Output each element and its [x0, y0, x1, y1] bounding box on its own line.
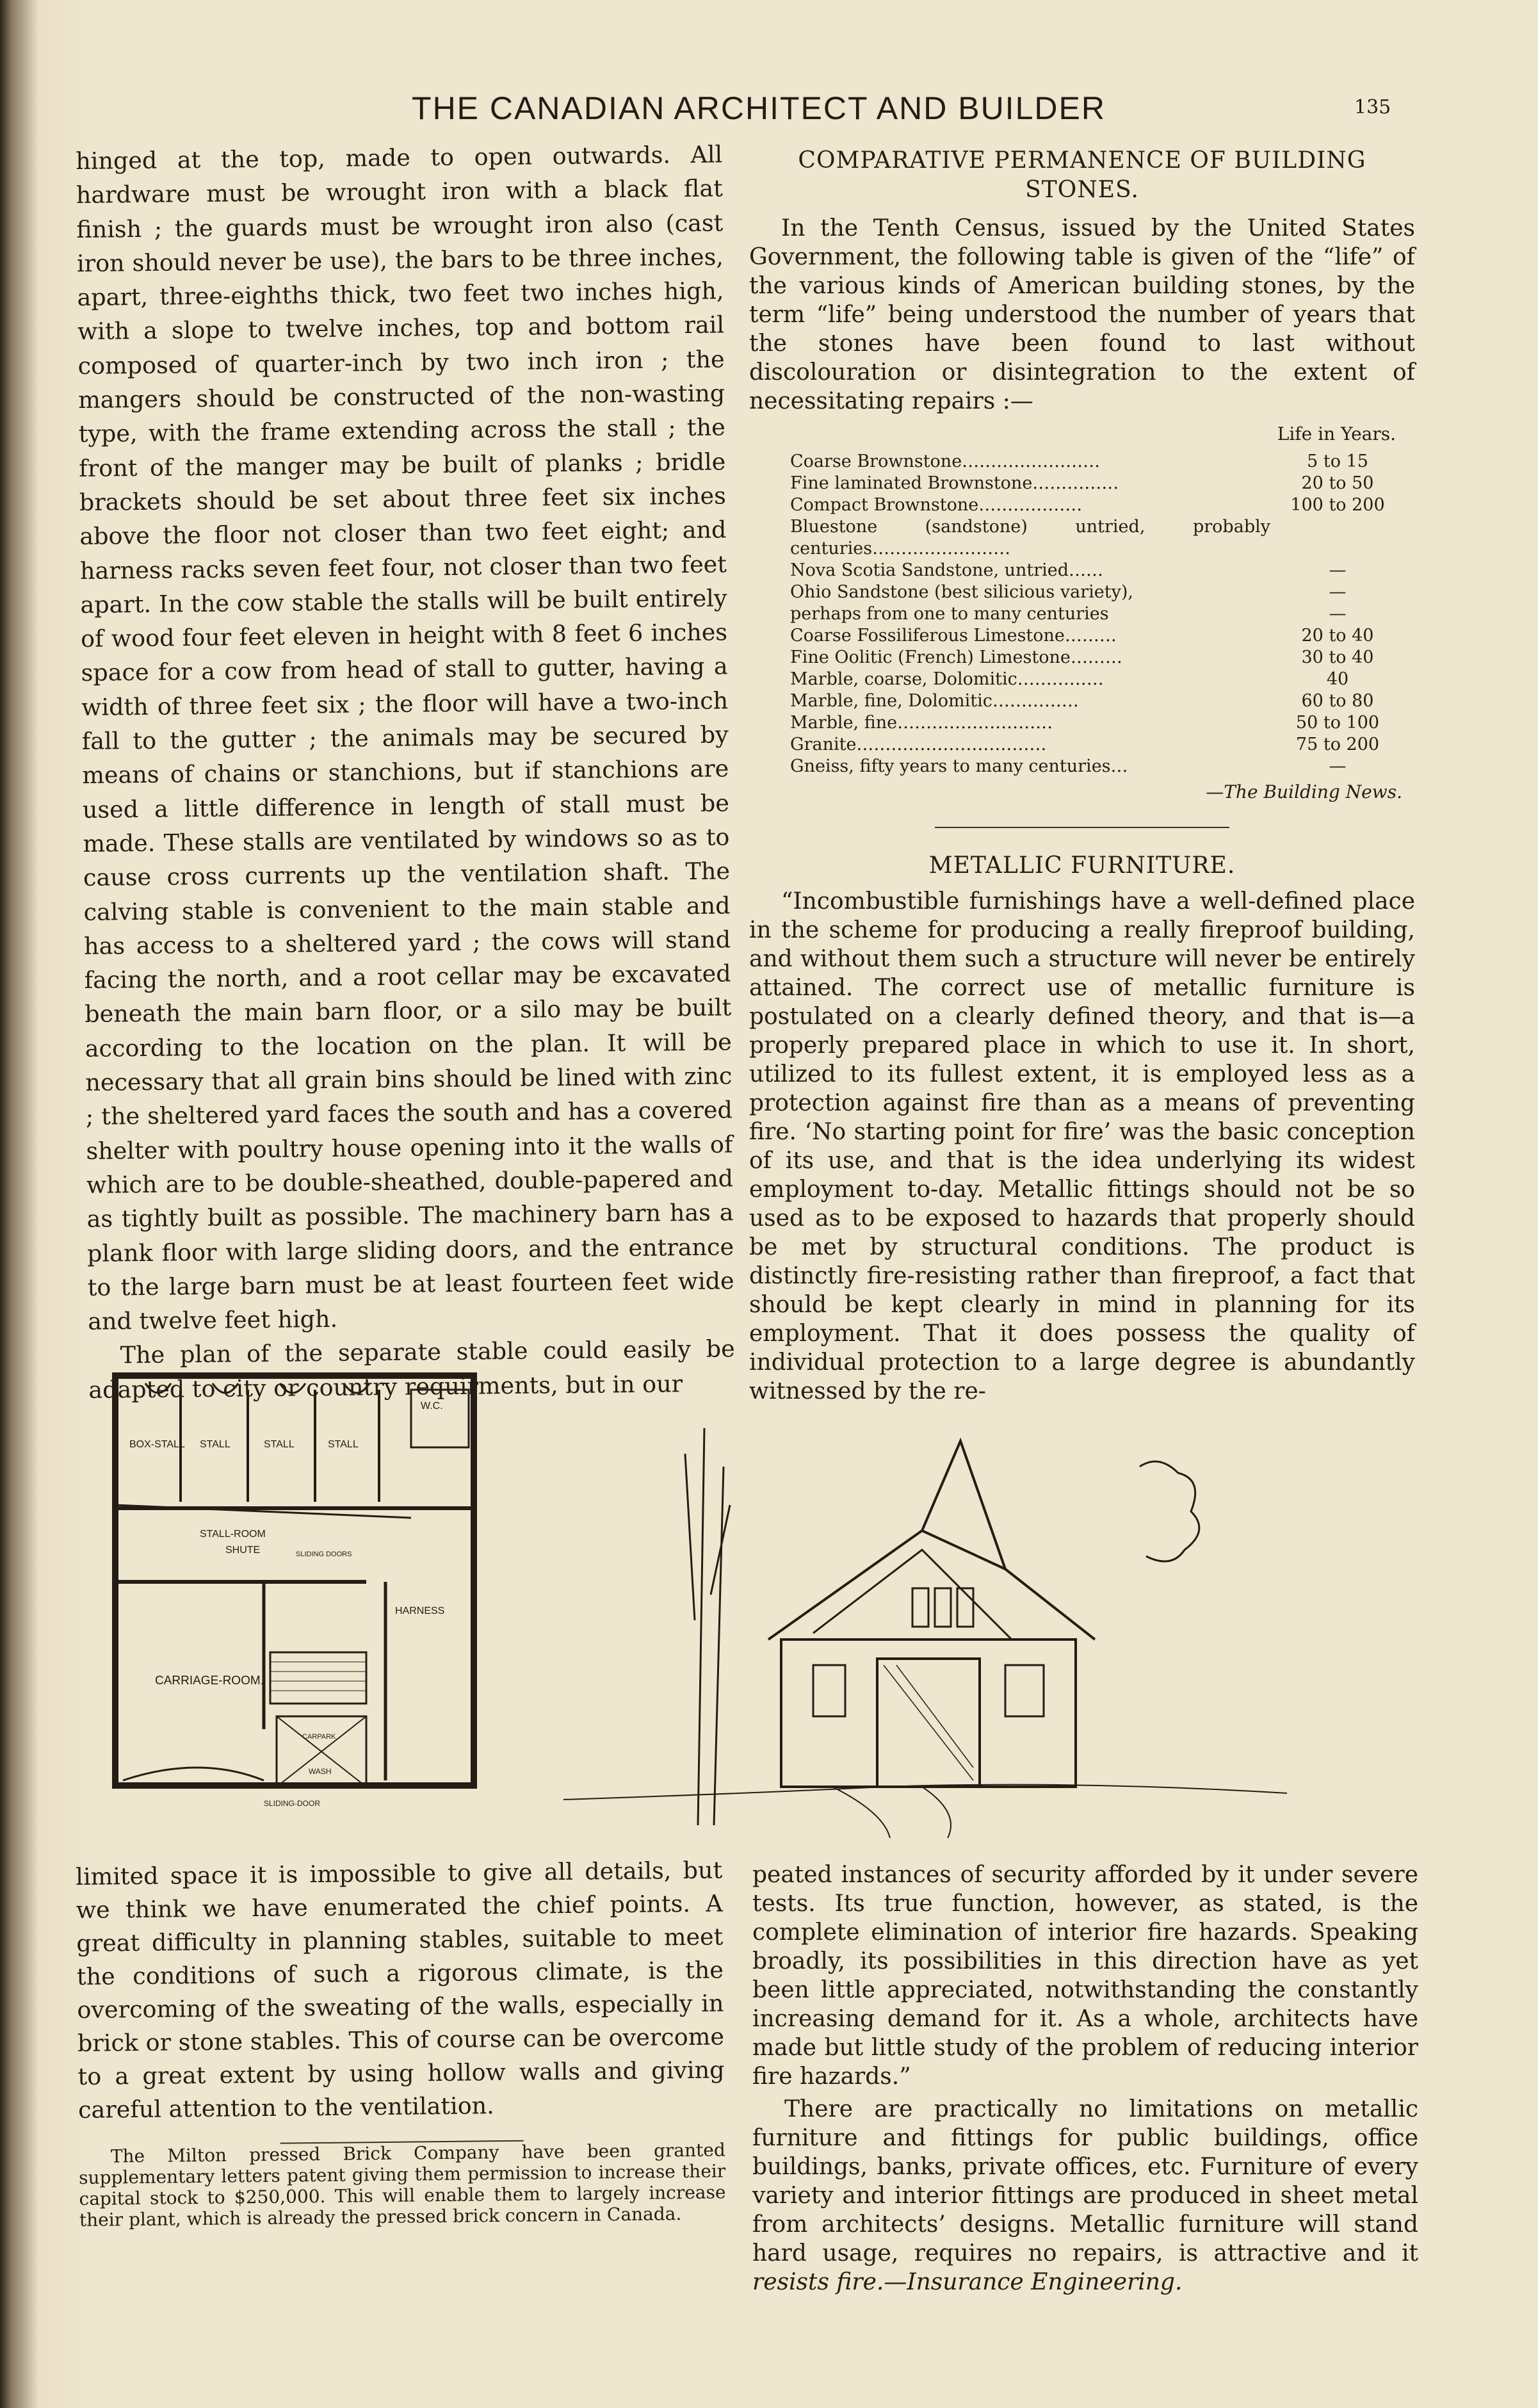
stone-name: Fine Oolitic (French) Limestone……… — [790, 647, 1122, 667]
stone-life: — — [1329, 582, 1347, 602]
stone-name: Fine laminated Brownstone…………… — [790, 473, 1119, 493]
stone-name: Coarse Brownstone…………………… — [790, 452, 1101, 471]
stone-life: 20 to 40 — [1301, 626, 1374, 646]
label-harness: HARNESS — [395, 1606, 445, 1616]
stone-life: — — [1329, 756, 1347, 776]
label-carriage-room: CARRIAGE-ROOM. — [155, 1674, 264, 1688]
furniture-credit: —Insurance Engineering. — [884, 2269, 1183, 2295]
right-column-top — [749, 146, 1415, 1406]
stable-sketch — [563, 1428, 1287, 1838]
stone-name: Ohio Sandstone (best silicious variety), — [790, 582, 1133, 602]
stone-life: — — [1329, 604, 1347, 624]
stone-row — [790, 712, 1405, 734]
stones-table — [790, 451, 1405, 777]
roof-outline — [768, 1531, 1095, 1639]
stone-row — [790, 451, 1405, 473]
stone-life: 100 to 200 — [1290, 495, 1385, 515]
furniture-title: METALLIC FURNITURE. — [928, 852, 1236, 879]
stone-life — [1270, 516, 1405, 560]
milton-note: The Milton pressed Brick Company have been granted supplementary letters patent giving them permission to increase their capital stock to $250,000. This will enable them to largely increase their plant, which is already the pressed brick concern in Canada. — [79, 2139, 726, 2231]
left-column-bottom — [76, 1853, 726, 2231]
label-stall-3: STALL — [328, 1439, 359, 1450]
stone-row — [790, 473, 1405, 494]
stone-name: Bluestone (sandstone) untried, probably centuries…………………… — [790, 517, 1270, 558]
furniture-paragraph-2-end: resists fire. — [752, 2269, 884, 2295]
masthead: THE CANADIAN ARCHITECT AND BUILDER — [412, 90, 1106, 126]
stone-life: — — [1329, 560, 1347, 580]
left-column-top — [76, 137, 736, 1406]
label-stall-1: STALL — [200, 1439, 231, 1450]
stone-name: Marble, coarse, Dolomitic…………… — [790, 669, 1104, 689]
stones-intro: In the Tenth Census, issued by the United States Government, the following table is given of the “life” of the various kinds of American building stones, by the term “life” being understood the number of years that the stones have been found to last without discolouration or disintegration to the extent of necessitating repairs :— — [749, 215, 1415, 414]
label-wash: WASH — [309, 1767, 332, 1776]
stone-name: Coarse Fossiliferous Limestone……… — [790, 626, 1117, 646]
stone-name: Marble, fine……………………… — [790, 713, 1053, 733]
stones-title: COMPARATIVE PERMANENCE OF BUILDING STONES. — [798, 147, 1366, 203]
label-stall-2: STALL — [264, 1439, 295, 1450]
stone-life: 20 to 50 — [1301, 473, 1374, 493]
stone-life: 75 to 200 — [1295, 735, 1380, 754]
stone-life: 60 to 80 — [1301, 691, 1374, 711]
tree-left — [685, 1428, 730, 1825]
furniture-paragraph-1: “Incombustible furnishings have a well-defined place in the scheme for producing a really fireproof building, and without them such a structure will never be entirely attained. The correct use of metallic furniture is postulated on a clearly defined theory, and that is—a properly prepared place in which to use it. In short, utilized to its fullest extent, it is employed less as a protection against fire than as a means of preventing fire. ‘No starting point for fire’ was the basic conception of its use, and that is the idea underlying its widest employment to-day. Metallic fittings should not be so used as to be exposed to hazards that properly should be met by structural conditions. The product is distinctly fire-resisting rather than fireproof, a fact that should be kept clearly in mind in planning for its employment. That it does possess the quality of individual protection to a large degree is abundantly witnessed by the re- — [749, 888, 1415, 1404]
furniture-paragraph-2-text: There are practically no limitations on metallic furniture and fittings for public buildings, office buildings, banks, private offices, etc. Furniture of every variety and interior fittings are produced in sheet metal from architects’ designs. Metallic furniture will stand hard usage, requires no repairs, is attractive and it — [752, 2096, 1418, 2266]
stone-life: 50 to 100 — [1295, 713, 1380, 733]
stable-paragraph-2: The plan of the separate stable could easily be adapted to city or country requirments, but in our — [88, 1335, 735, 1404]
furniture-paragraph-1-cont: peated instances of security afforded by it under severe tests. Its true function, however, as stated, is the complete elimination of interior fire hazards. Speaking broadly, its possibilities in this direction have as yet been little appreciated, notwithstanding the constantly increasing demand for it. As a whole, architects have made but little study of the problem of reducing interior fire hazards.” — [752, 1862, 1418, 2090]
label-sliding-door: SLIDING-DOOR — [264, 1799, 321, 1808]
stones-credit: —The Building News. — [1206, 781, 1402, 802]
label-stall-room: STALL-ROOM — [200, 1529, 266, 1540]
page-number: 135 — [1354, 96, 1391, 118]
stable-paragraph: hinged at the top, made to open outwards. All hardware must be wrought iron with a black flat finish ; the guards must be wrought iron also (cast iron should never be use), the bars to be three inches, apart, three-eighths thick, two feet two inches high, with a slope to twelve inches, top and bottom rail composed of quarter-inch by two inch iron ; the mangers should be constructed of the non-wasting type, with the frame extending across the stall ; the front of the manger may be built of planks ; bridle brackets should be set about three feet six inches above the floor not closer than two feet eight; and harness racks seven feet four, not closer than two feet apart. In the cow stable the stalls will be built entirely of wood four feet eleven in height with 8 feet 6 inches space for a cow from head of stall to gutter, having a width of three feet six ; the floor will have a two-inch fall to the gutter ; the animals may be secured by means of chains or stanchions, but if stanchions are used a little difference in length of stall must be made. These stalls are ventilated by windows so as to cause cross currents up the ventilation shaft. The calving stable is convenient to the main stable and has access to a sheltered yard ; the cows will stand facing the north, and a root cellar may be excavated beneath the main barn floor, or a silo may be built according to the location on the plan. It will be necessary that all grain bins should be lined with zinc ; the sheltered yard faces the south and has a covered shelter with poultry house opening into it the walls of which are to be double-sheathed, double-papered and as tightly built as possible. The machinery barn has a plank floor with large sliding doors, and the entrance to the large barn must be at least fourteen feet wide and twelve feet high. — [76, 140, 734, 1335]
stone-row — [790, 690, 1405, 712]
label-sliding-doors: SLIDING DOORS — [296, 1550, 352, 1558]
stone-row — [790, 603, 1405, 625]
stone-name: Compact Brownstone……………… — [790, 495, 1083, 515]
furniture-paragraph-2 — [752, 2095, 1418, 2297]
stone-name: perhaps from one to many centuries — [790, 604, 1109, 624]
stone-row — [790, 669, 1405, 690]
stone-row — [790, 560, 1405, 582]
label-carpark: CARPARK — [302, 1733, 336, 1741]
label-wc: W.C. — [421, 1401, 443, 1411]
stone-row — [790, 582, 1405, 603]
stone-name: Marble, fine, Dolomitic…………… — [790, 691, 1079, 711]
stone-row — [790, 625, 1405, 647]
stone-row — [790, 516, 1405, 560]
stable-paragraph-3: limited space it is impossible to give all details, but we think we have enumerated the chief points. A great difficulty in planning stables, suitable to meet the conditions of such a rigorous climate, is the overcoming of the sweating of the walls, especially in brick or stone stables. This of course can be overcome to a great extent by using hollow walls and giving careful attention to the ventilation. — [76, 1856, 725, 2124]
stone-name: Nova Scotia Sandstone, untried…… — [790, 560, 1104, 580]
section-divider — [935, 827, 1229, 828]
stone-name: Granite…………………………… — [790, 735, 1047, 754]
stone-row — [790, 647, 1405, 669]
stone-life: 30 to 40 — [1301, 647, 1374, 667]
stone-row — [790, 734, 1405, 756]
stable-walls — [781, 1639, 1076, 1787]
stone-row — [790, 756, 1405, 777]
label-shute: SHUTE — [225, 1545, 261, 1556]
stable-floor-plan — [110, 1371, 507, 1812]
life-column-header: Life in Years. — [1277, 423, 1396, 444]
stone-life: 40 — [1326, 669, 1349, 689]
right-column-bottom — [752, 1860, 1418, 2297]
stone-name: Gneiss, fifty years to many centuries… — [790, 756, 1128, 776]
stone-life: 5 to 15 — [1307, 452, 1368, 471]
label-box-stall: BOX-STALL — [129, 1439, 185, 1450]
stone-row — [790, 494, 1405, 516]
tree-right — [1140, 1461, 1199, 1561]
